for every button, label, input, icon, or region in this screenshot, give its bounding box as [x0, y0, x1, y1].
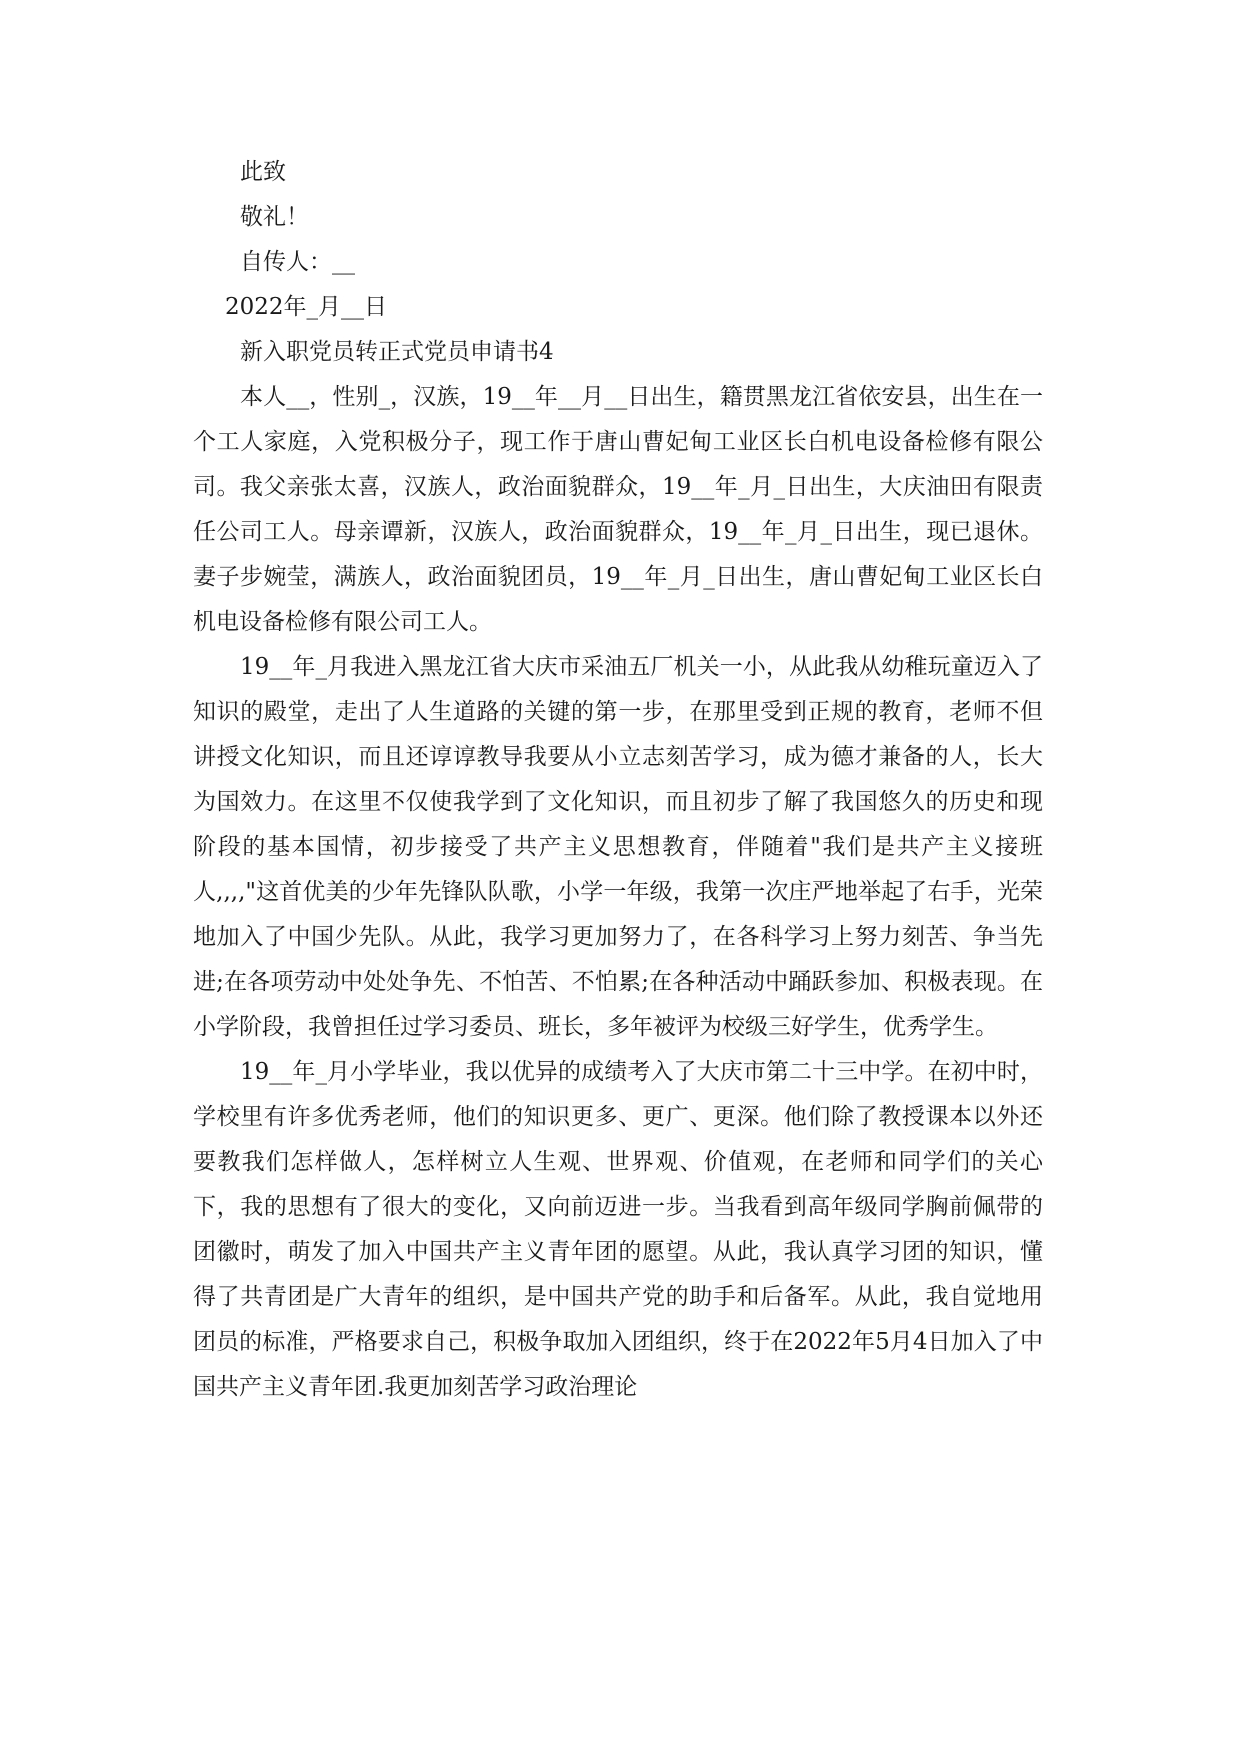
document-body [193, 150, 1043, 1410]
closing-regards: 敬礼！ [240, 204, 309, 230]
section-title: 新入职党员转正式党员申请书4 [240, 339, 554, 365]
closing-salutation: 此致 [240, 159, 286, 185]
paragraph-middle-school: 19__年_月小学毕业，我以优异的成绩考入了大庆市第二十三中学。在初中时，学校里有许多优秀老师，他们的知识更多、更广、更深。他们除了教授课本以外还要教我们怎样做人，怎样树立人生观、世界观、价值观，在老师和同学们的关心下，我的思想有了很大的变化，又向前迈进一步。当我看到高年级同学胸前佩带的团徽时，萌发了加入中国共产主义青年团的愿望。从此，我认真学习团的知识，懂得了共青团是广大青年的组织，是中国共产党的助手和后备军。从此，我自觉地用团员的标准，严格要求自己，积极争取加入团组织，终于在2022年5月4日加入了中国共产主义青年团.我更加刻苦学习政治理论 [193, 1059, 1043, 1400]
date-line: 2022年_月__日 [225, 294, 388, 320]
signature-line: 自传人：__ [240, 249, 355, 275]
paragraph-primary-school: 19__年_月我进入黑龙江省大庆市采油五厂机关一小，从此我从幼稚玩童迈入了知识的殿堂，走出了人生道路的关键的第一步，在那里受到正规的教育，老师不但讲授文化知识，而且还谆谆教导我要从小立志刻苦学习，成为德才兼备的人，长大为国效力。在这里不仅使我学到了文化知识，而且初步了解了我国悠久的历史和现阶段的基本国情，初步接受了共产主义思想教育，伴随着"我们是共产主义接班人,,,,"这首优美的少年先锋队队歌，小学一年级，我第一次庄严地举起了右手，光荣地加入了中国少先队。从此，我学习更加努力了，在各科学习上努力刻苦、争当先进;在各项劳动中处处争先、不怕苦、不怕累;在各种活动中踊跃参加、积极表现。在小学阶段，我曾担任过学习委员、班长，多年被评为校级三好学生，优秀学生。 [193, 654, 1043, 1040]
paragraph-personal-info: 本人__，性别_，汉族，19__年__月__日出生，籍贯黑龙江省依安县，出生在一个工人家庭，入党积极分子，现工作于唐山曹妃甸工业区长白机电设备检修有限公司。我父亲张太喜，汉族人，政治面貌群众，19__年_月_日出生，大庆油田有限责任公司工人。母亲谭新，汉族人，政治面貌群众，19__年_月_日出生，现已退休。妻子步婉莹，满族人，政治面貌团员，19__年_月_日出生，唐山曹妃甸工业区长白机电设备检修有限公司工人。 [193, 384, 1043, 635]
